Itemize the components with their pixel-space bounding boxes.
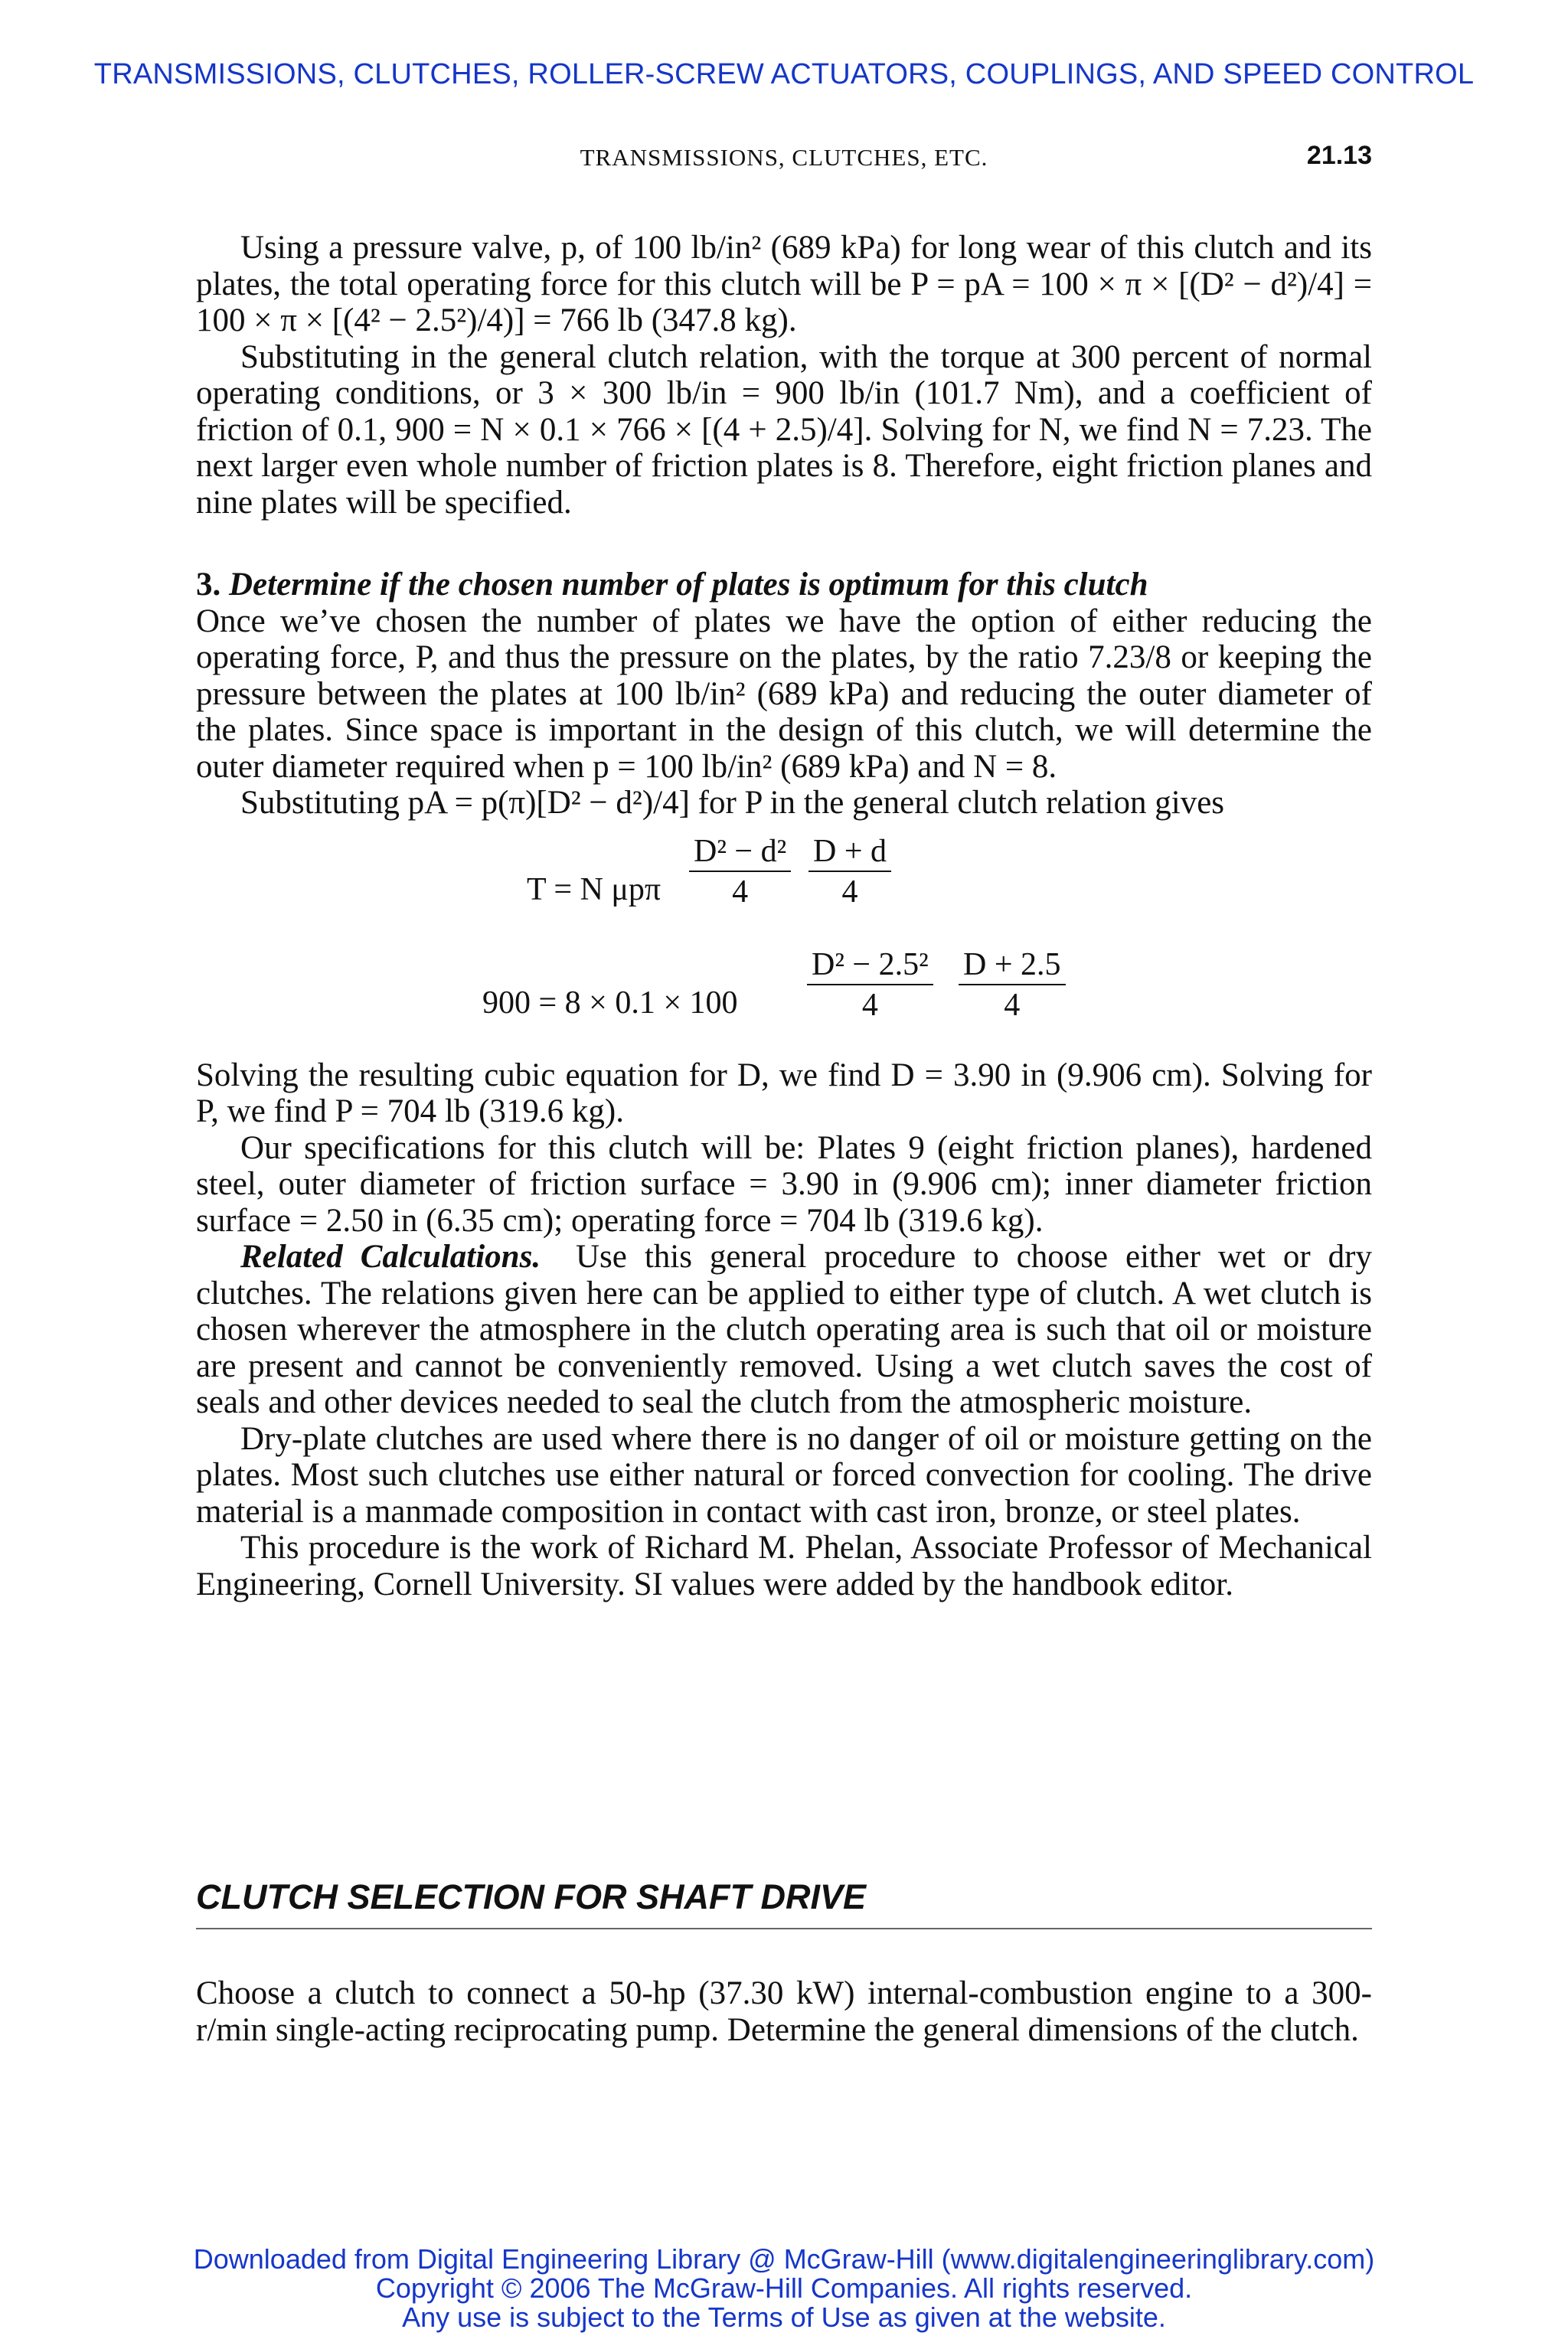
page-body bbox=[196, 230, 1372, 1602]
paragraph-cubic-solution: Solving the resulting cubic equation for D, we find D = 3.90 in (9.906 cm). Solving for P, we find P = 704 lb (319.6 kg). bbox=[196, 1057, 1372, 1129]
step-3-title: Determine if the chosen number of plates is optimum for this clutch bbox=[229, 567, 1148, 603]
paragraph-specifications: Our specifications for this clutch will be: Plates 9 (eight friction planes), hardened steel, outer diameter of friction surface = 3.90 in (9.906 cm); inner diameter friction surface = 2.50 in (6.35 cm); operating force = 704 lb (319.6 kg). bbox=[196, 1129, 1372, 1239]
related-calculations-text: Use this general procedure to choose either wet or dry clutches. The relations given here can be applied to either type of clutch. A wet clutch is chosen wherever the atmosphere in the clutch operating area is such that oil or moisture are present and cannot be conveniently removed. Using a wet clutch saves the cost of seals and other devices needed to seal the clutch from the atmospheric moisture. bbox=[196, 1239, 1372, 1420]
paragraph-pressure: Using a pressure valve, p, of 100 lb/in² (689 kPa) for long wear of this clutch and its plates, the total operating force for this clutch will be P = pA = 100 × π × [(D² − d²)/4] = 100 × π × [(4² − 2.5²)/4)] = 766 lb (347.8 kg). bbox=[196, 230, 1372, 338]
equation-2-fraction-radius-denominator: 4 bbox=[1004, 987, 1021, 1023]
page-number: 21.13 bbox=[1306, 141, 1372, 170]
paragraph-plate-options: Once we’ve chosen the number of plates we have the option of either reducing the operating force, P, and thus the pressure on the plates, by the ratio 7.23/8 or keeping the pressure between the plates at 100 lb/in² (689 kPa) and reducing the outer diameter of the plates. Since space is important in the design of this clutch, we will determine the outer diameter required when p = 100 lb/in² (689 kPa) and N = 8. bbox=[196, 603, 1372, 785]
page-footer bbox=[0, 2245, 1568, 2332]
paragraph-dry-plate: Dry-plate clutches are used where there is no danger of oil or moisture getting on the plates. Most such clutches use either natural or forced convection for cooling. The drive material is a manmade composition in contact with cast iron, bronze, or steel plates. bbox=[196, 1420, 1372, 1530]
paragraph-substitution-pa: Substituting pA = p(π)[D² − d²)/4] for P in the general clutch relation gives bbox=[240, 785, 1225, 821]
equation-2-fraction-area bbox=[807, 947, 933, 1025]
step-3-heading bbox=[196, 567, 1372, 603]
equation-2-fraction-area-numerator: D² − 2.5² bbox=[807, 947, 933, 985]
equation-1-fraction-area-denominator: 4 bbox=[732, 874, 749, 910]
section-heading: CLUTCH SELECTION FOR SHAFT DRIVE bbox=[196, 1877, 1372, 1929]
equation-numeric-torque bbox=[196, 942, 1372, 1057]
equation-1-fraction-radius-denominator: 4 bbox=[841, 874, 858, 910]
equation-general-torque bbox=[196, 829, 1372, 942]
running-head bbox=[196, 141, 1372, 175]
equation-2-lhs: 900 = 8 × 0.1 × 100 bbox=[482, 985, 738, 1021]
equation-1-fraction-area-numerator: D² − d² bbox=[689, 834, 791, 872]
paragraph-attribution: This procedure is the work of Richard M. Phelan, Associate Professor of Mechanical Engineering, Cornell University. SI values were added by the handbook editor. bbox=[196, 1530, 1372, 1602]
footer-terms-line[interactable]: Any use is subject to the Terms of Use as given at the website. bbox=[402, 2301, 1166, 2333]
equation-2-fraction-radius bbox=[959, 947, 1066, 1025]
paragraph-related-calculations bbox=[196, 1239, 1372, 1421]
footer-download-line[interactable]: Downloaded from Digital Engineering Library @ McGraw-Hill (www.digitalengineeringlibrary.com) bbox=[193, 2243, 1375, 2275]
running-head-title: TRANSMISSIONS, CLUTCHES, ETC. bbox=[580, 144, 988, 171]
step-3-number: 3. bbox=[196, 567, 221, 603]
equation-1-fraction-radius bbox=[808, 834, 891, 912]
footer-copyright-line: Copyright © 2006 The McGraw-Hill Companies. All rights reserved. bbox=[375, 2272, 1193, 2304]
paragraph-substituting: Substituting in the general clutch relation, with the torque at 300 percent of normal operating conditions, or 3 × 300 lb/in = 900 lb/in (101.7 Nm), and a coefficient of friction of 0.1, 900 = N × 0.1 × 766 × [(4 + 2.5)/4]. Solving for N, we find N = 7.23. The next larger even whole number of friction plates is 8. Therefore, eight friction planes and nine plates will be specified. bbox=[196, 338, 1372, 521]
related-calculations-label: Related Calculations. bbox=[240, 1239, 541, 1275]
equation-1-fraction-radius-numerator: D + d bbox=[808, 834, 891, 872]
problem-statement: Choose a clutch to connect a 50-hp (37.30 kW) internal-combustion engine to a 300-r/min single-acting reciprocating pump. Determine the general dimensions of the clutch. bbox=[196, 1975, 1372, 2048]
equation-2-fraction-area-denominator: 4 bbox=[861, 987, 878, 1023]
equation-2-fraction-radius-numerator: D + 2.5 bbox=[959, 947, 1066, 985]
equation-1-lhs: T = N μpπ bbox=[527, 871, 662, 907]
equation-1-fraction-area bbox=[689, 834, 791, 912]
document-banner: TRANSMISSIONS, CLUTCHES, ROLLER-SCREW ACTUATORS, COUPLINGS, AND SPEED CONTROL bbox=[93, 58, 1475, 90]
